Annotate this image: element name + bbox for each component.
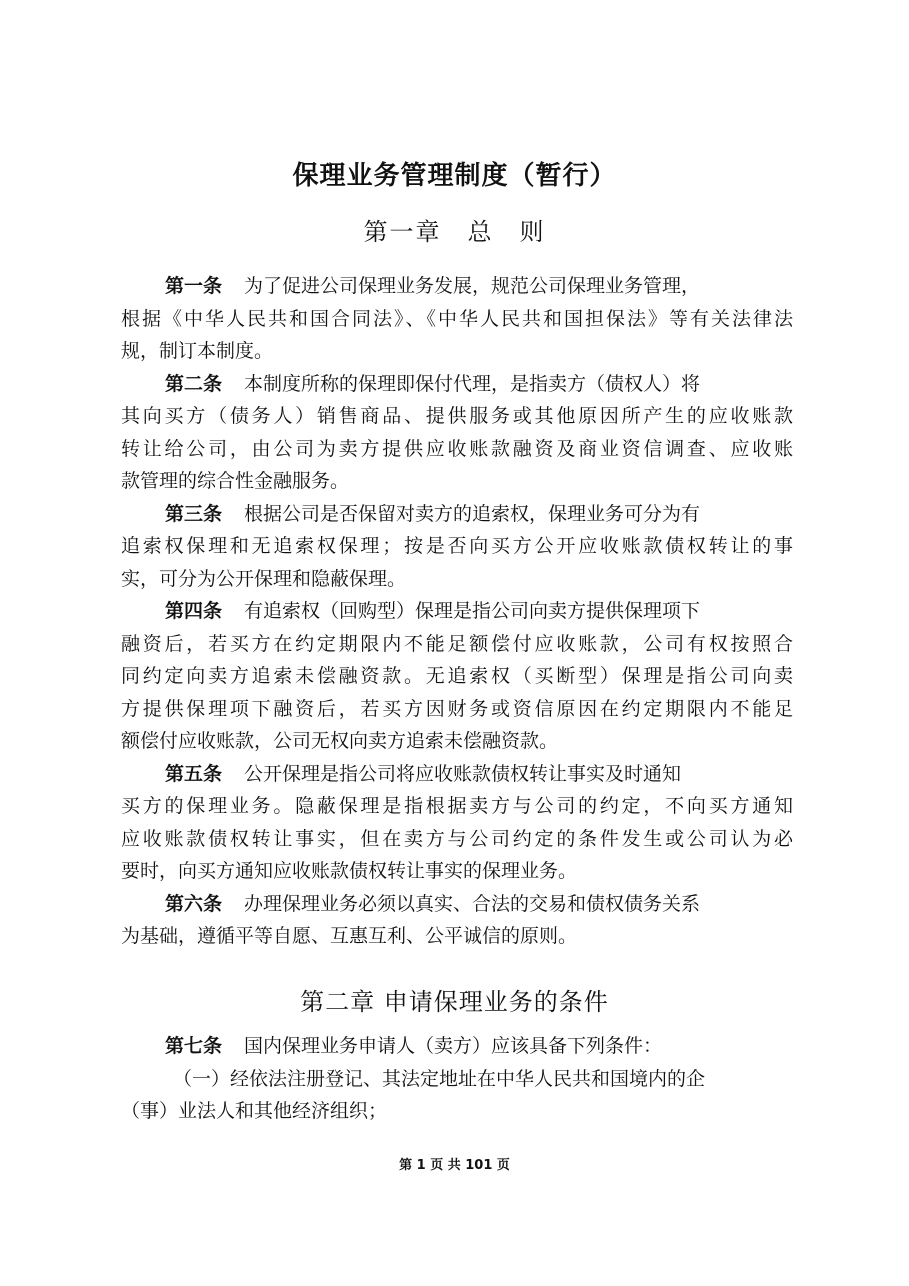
article-4-line-4: 方提供保理项下融资后，若买方因财务或资信原因在约定期限内不能足 bbox=[121, 697, 793, 720]
article-5-line-4: 要时，向买方通知应收账款债权转让事实的保理业务。 bbox=[121, 860, 578, 882]
article-3-number: 第三条 bbox=[165, 502, 223, 525]
article-4-line-1: 有追索权（回购型）保理是指公司向卖方提供保理项下 bbox=[244, 600, 701, 622]
article-5-number: 第五条 bbox=[165, 762, 223, 785]
article-4-number: 第四条 bbox=[165, 600, 223, 622]
article-4-line-5: 额偿付应收账款，公司无权向卖方追索未偿融资款。 bbox=[121, 730, 559, 752]
chapter-1-body bbox=[121, 270, 793, 953]
article-1-line-1: 为了促进公司保理业务发展，规范公司保理业务管理， bbox=[244, 275, 701, 297]
article-2-line-4: 款管理的综合性金融服务。 bbox=[121, 470, 350, 492]
chapter-2-heading: 第二章 申请保理业务的条件 bbox=[300, 988, 609, 1016]
article-2-number: 第二条 bbox=[165, 372, 223, 395]
article-7 bbox=[121, 1030, 793, 1063]
article-6 bbox=[121, 888, 793, 953]
article-4-line-3: 同约定向卖方追索未偿融资款。无追索权（买断型）保理是指公司向卖 bbox=[121, 665, 793, 687]
article-7-text: 国内保理业务申请人（卖方）应该具备下列条件： bbox=[244, 1035, 663, 1057]
article-4-line-2: 融资后，若买方在约定期限内不能足额偿付应收账款，公司有权按照合 bbox=[121, 632, 793, 655]
article-1 bbox=[121, 270, 793, 368]
article-2-line-2: 其向买方（债务人）销售商品、提供服务或其他原因所产生的应收账款 bbox=[121, 405, 793, 427]
chapter-2-body bbox=[121, 1030, 793, 1128]
clause-1-line-2: （事）业法人和其他经济组织； bbox=[121, 1100, 388, 1122]
chapter-1-heading: 第一章 总 则 bbox=[363, 218, 546, 246]
article-4 bbox=[121, 595, 793, 758]
article-2-line-1: 本制度所称的保理即保付代理，是指卖方（债权人）将 bbox=[244, 372, 701, 395]
article-2-line-3: 转让给公司，由公司为卖方提供应收账款融资及商业资信调查、应收账 bbox=[121, 437, 793, 460]
document-title: 保理业务管理制度（暂行） bbox=[292, 161, 617, 191]
article-3-line-2: 追索权保理和无追索权保理；按是否向买方公开应收账款债权转让的事 bbox=[121, 535, 793, 557]
article-1-line-3: 规，制订本制度。 bbox=[121, 340, 274, 362]
article-6-line-2: 为基础，遵循平等自愿、互惠互利、公平诚信的原则。 bbox=[121, 925, 578, 947]
article-6-line-1: 办理保理业务必须以真实、合法的交易和债权债务关系 bbox=[244, 892, 701, 915]
article-5-line-1: 公开保理是指公司将应收账款债权转让事实及时通知 bbox=[244, 762, 682, 785]
clause-1-line-1: （一）经依法注册登记、其法定地址在中华人民共和国境内的企 bbox=[173, 1067, 706, 1090]
article-5-line-2: 买方的保理业务。隐蔽保理是指根据卖方与公司的约定，不向买方通知 bbox=[121, 795, 793, 817]
page-footer: 第 1 页 共 101 页 bbox=[399, 1158, 510, 1173]
article-3 bbox=[121, 498, 793, 596]
article-5-line-3: 应收账款债权转让事实，但在卖方与公司约定的条件发生或公司认为必 bbox=[121, 827, 793, 850]
article-1-number: 第一条 bbox=[165, 275, 223, 297]
article-6-number: 第六条 bbox=[165, 892, 223, 915]
article-7-number: 第七条 bbox=[165, 1035, 223, 1057]
article-2 bbox=[121, 368, 793, 498]
article-5 bbox=[121, 758, 793, 888]
article-3-line-1: 根据公司是否保留对卖方的追索权，保理业务可分为有 bbox=[244, 502, 701, 525]
article-3-line-3: 实，可分为公开保理和隐蔽保理。 bbox=[121, 567, 407, 590]
article-7-clause-1 bbox=[121, 1063, 793, 1128]
article-1-line-2: 根据《中华人民共和国合同法》、《中华人民共和国担保法》等有关法律法 bbox=[121, 307, 793, 330]
